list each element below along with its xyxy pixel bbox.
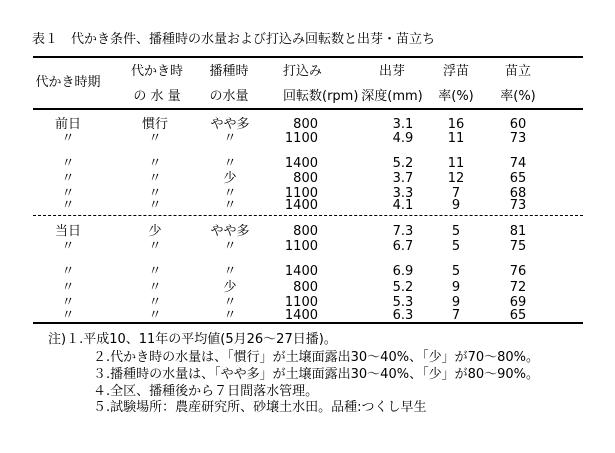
table-cell: 〃: [61, 171, 75, 186]
table-cell: 60: [509, 117, 527, 132]
table-cell: 当日: [54, 224, 82, 239]
table-cell: 〃: [148, 295, 162, 310]
header-cell: 代かき時: [130, 64, 184, 79]
table-cell: 〃: [223, 295, 237, 310]
table-cell: 4.1: [392, 198, 414, 213]
table-cell: 1100: [284, 295, 318, 310]
header-cell: 代かき時期: [35, 75, 101, 90]
table-cell: 16: [447, 117, 465, 132]
table-cell: 800: [293, 280, 318, 295]
table-cell: 前日: [54, 117, 82, 132]
table-cell: 〃: [223, 308, 237, 323]
table-cell: 〃: [223, 186, 237, 201]
note-line: ４.全区、播種後から７日間落水管理。: [93, 384, 319, 399]
table-cell: 〃: [61, 295, 75, 310]
table-cell: 800: [293, 171, 318, 186]
note-line: ３.播種時の水量は、「やや多」が土壌面露出30～40%、「少」が80～90%。: [93, 367, 540, 382]
table-cell: 68: [509, 186, 527, 201]
table-cell: やや多: [210, 117, 250, 132]
table-cell: 5: [451, 239, 461, 254]
table-cell: 〃: [223, 239, 237, 254]
table-cell: 81: [509, 224, 527, 239]
table-cell: 〃: [148, 239, 162, 254]
header-top-rule: [33, 56, 583, 58]
table-cell: 5.3: [392, 295, 414, 310]
table-cell: 4.9: [392, 131, 414, 146]
table-cell: 〃: [61, 156, 75, 171]
table-cell: 9: [451, 280, 461, 295]
table-cell: 7: [451, 186, 461, 201]
table-cell: 少: [223, 171, 237, 186]
table-cell: 3.3: [392, 186, 414, 201]
header-cell: 苗立: [504, 64, 532, 79]
table-cell: 少: [223, 280, 237, 295]
table-cell: 800: [293, 224, 318, 239]
table-cell: 65: [509, 171, 527, 186]
table-cell: 〃: [223, 156, 237, 171]
table-cell: 〃: [61, 264, 75, 279]
table-title: 表１ 代かき条件、播種時の水量および打込み回転数と出芽・苗立ち: [32, 32, 436, 47]
table-cell: 1100: [284, 239, 318, 254]
header-bottom-rule: [33, 108, 583, 110]
group-divider: [33, 215, 583, 216]
table-cell: 慣行: [141, 117, 169, 132]
table-cell: 〃: [148, 131, 162, 146]
table-cell: 73: [509, 131, 527, 146]
table-cell: 〃: [148, 186, 162, 201]
table-cell: 3.1: [392, 117, 414, 132]
header-cell: 深度(mm): [361, 89, 423, 104]
table-cell: 1400: [284, 156, 318, 171]
table-cell: 9: [451, 295, 461, 310]
table-cell: 1100: [284, 186, 318, 201]
table-cell: 〃: [61, 308, 75, 323]
table-cell: 〃: [223, 198, 237, 213]
note-line: ５.試験場所：農産研究所、砂壌土水田。品種:つくし早生: [93, 400, 427, 415]
table-cell: 7.3: [392, 224, 414, 239]
table-cell: 〃: [61, 131, 75, 146]
header-cell: の水量: [209, 89, 249, 104]
table-cell: 〃: [61, 280, 75, 295]
table-cell: 9: [451, 198, 461, 213]
table-cell: 75: [509, 239, 527, 254]
table-cell: 〃: [148, 171, 162, 186]
table-cell: 1400: [284, 308, 318, 323]
header-cell: 率(%): [438, 89, 474, 104]
table-cell: 73: [509, 198, 527, 213]
table-cell: 1400: [284, 264, 318, 279]
table-cell: 7: [451, 308, 461, 323]
table-cell: 5.2: [392, 156, 414, 171]
header-cell: 回転数(rpm): [283, 89, 359, 104]
table-cell: 65: [509, 308, 527, 323]
table-bottom-rule: [33, 322, 583, 324]
table-cell: 〃: [148, 264, 162, 279]
table-cell: 〃: [148, 308, 162, 323]
note-line: 注)１.平成10、11年の平均値(5月26～27日播)。: [48, 332, 337, 347]
header-cell: の 水 量: [133, 89, 181, 104]
table-cell: 〃: [61, 239, 75, 254]
table-cell: 12: [447, 171, 465, 186]
table-cell: 11: [447, 131, 465, 146]
table-cell: 6.7: [392, 239, 414, 254]
header-cell: 浮苗: [442, 64, 470, 79]
header-cell: 播種時: [209, 64, 249, 79]
table-cell: 〃: [223, 131, 237, 146]
table-cell: 5.2: [392, 280, 414, 295]
table-cell: 5: [451, 264, 461, 279]
table-cell: 3.7: [392, 171, 414, 186]
table-cell: 5: [451, 224, 461, 239]
table-cell: 〃: [223, 264, 237, 279]
table-cell: 1400: [284, 198, 318, 213]
table-cell: 〃: [148, 198, 162, 213]
header-cell: 出芽: [378, 64, 406, 79]
table-cell: 〃: [61, 186, 75, 201]
table-cell: 800: [293, 117, 318, 132]
table-cell: 6.3: [392, 308, 414, 323]
table-cell: 〃: [61, 198, 75, 213]
table-cell: 69: [509, 295, 527, 310]
table-cell: やや多: [210, 224, 250, 239]
table-cell: 1100: [284, 131, 318, 146]
table-cell: 11: [447, 156, 465, 171]
table-cell: 〃: [148, 280, 162, 295]
table-cell: 6.9: [392, 264, 414, 279]
header-cell: 打込み: [283, 64, 323, 79]
table-cell: 74: [509, 156, 527, 171]
header-cell: 率(%): [500, 89, 536, 104]
note-line: ２.代かき時の水量は、「慣行」が土壌面露出30～40%、「少」が70～80%。: [93, 350, 540, 365]
table-cell: 76: [509, 264, 527, 279]
table-cell: 少: [148, 224, 162, 239]
table-cell: 72: [509, 280, 527, 295]
table-cell: 〃: [148, 156, 162, 171]
